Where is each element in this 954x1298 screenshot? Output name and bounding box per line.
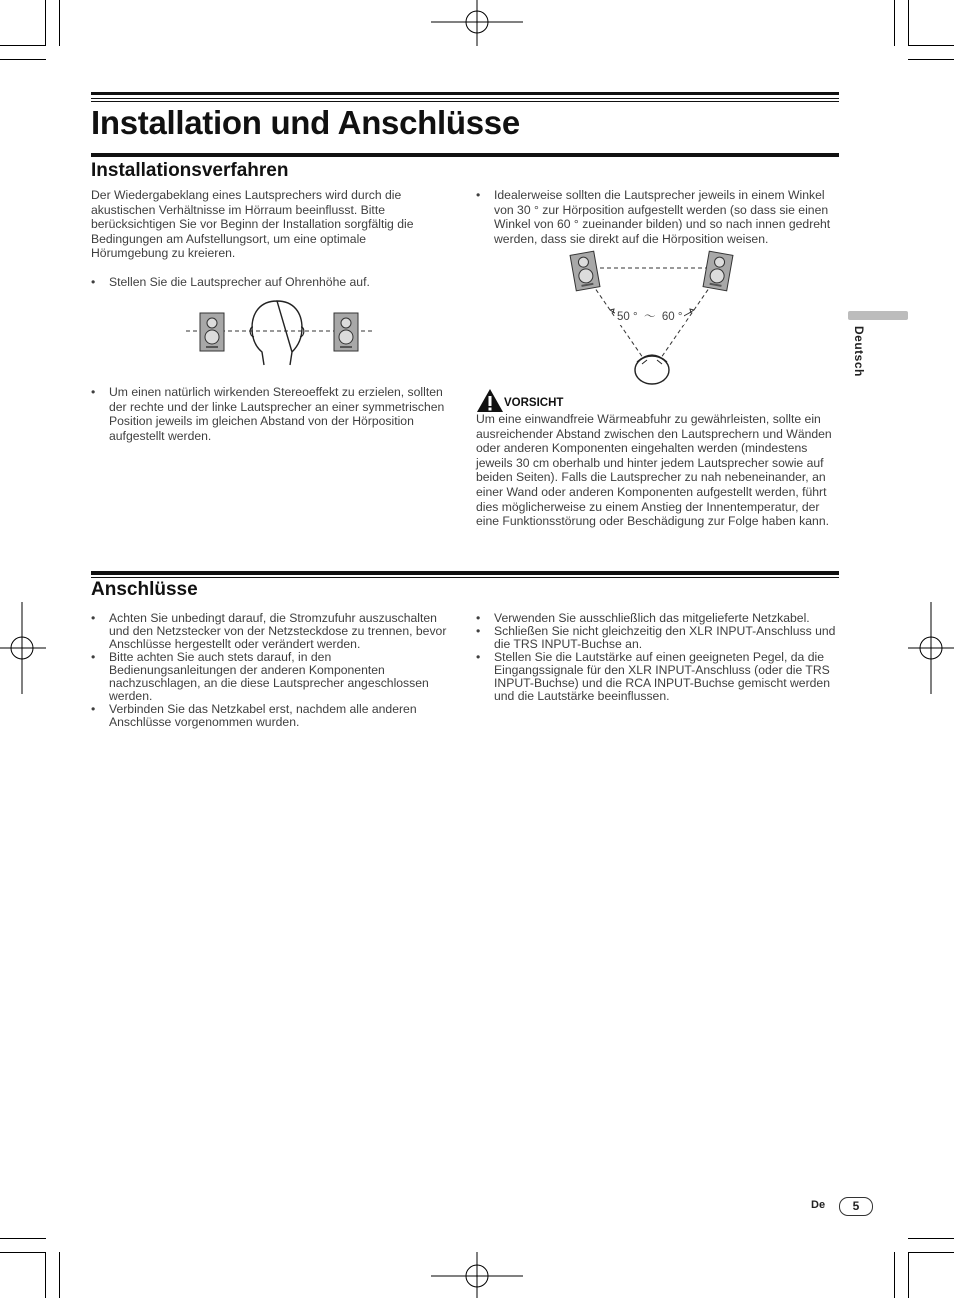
speaker-icon [200, 313, 224, 351]
speaker-icon [334, 313, 358, 351]
crop-mark [908, 59, 954, 60]
head-top-icon [635, 355, 669, 384]
section-rule [91, 577, 839, 578]
list-item: • Stellen Sie die Lautstärke auf einen geeigneten Pegel, da die Eingangssignale für den XLR INPUT-Anschluss (oder die TRS INPUT-Buchse) und die RCA INPUT-Buchse gemischt werden und die Lautstärke beeinflussen. [476, 651, 840, 703]
caution-text: Um eine einwandfreie Wärmeabfuhr zu gewährleisten, sollte ein ausreichender Abstand zwischen den Lautsprechern und Wänden oder anderen Komponenten eingehalten werden (mindestens jeweils 30 cm oberhalb und hinter jedem Lautsprecher sowie auf beiden Seiten). Falls die Lautsprecher zu nah nebeneinander, an einer Wand oder anderen Komponenten aufgestellt werden, führt dies möglicherweise zu einem Anstieg der Innentemperatur, der eine Funktionsstörung oder Beschädigung zur Folge haben kann. [476, 412, 832, 529]
list-item: • Um einen natürlich wirkenden Stereoeffekt zu erzielen, sollten der rechte und der linke Lautsprecher an einer symmetrischen Position jeweils im gleichen Abstand von der Hörposition aufgestellt werden. [91, 385, 461, 443]
page-title: Installation und Anschlüsse [91, 104, 520, 141]
list-item: • Bitte achten Sie auch stets darauf, in den Bedienungsanleitungen der anderen Komponenten nachzuschlagen, an die diese Lautsprecher angeschlossen werden. [91, 651, 459, 703]
speaker-icon [570, 251, 600, 291]
list-item: • Schließen Sie nicht gleichzeitig den XLR INPUT-Anschluss und die TRS INPUT-Buchse an. [476, 625, 840, 651]
angle-label: 50 ° ～ 60 ° [617, 311, 683, 323]
list-item: • Achten Sie unbedingt darauf, die Stromzufuhr auszuschalten und den Netzstecker von der Netzsteckdose zu trennen, bevor Anschlüsse hergestellt oder verändert werden. [91, 612, 459, 651]
warning-icon [476, 388, 504, 413]
crop-mark [45, 1252, 46, 1298]
crop-mark [908, 45, 954, 46]
bullet-list [476, 188, 836, 246]
section-rule [91, 153, 839, 157]
crop-mark [0, 45, 46, 46]
crop-mark [908, 1238, 954, 1239]
crop-mark [45, 0, 46, 46]
bullet-list [476, 612, 840, 703]
bullet-list [91, 612, 459, 729]
crop-mark [908, 0, 909, 46]
registration-mark-icon [431, 0, 523, 46]
registration-mark-icon [431, 1252, 523, 1298]
page-number: 5 [839, 1197, 873, 1216]
list-item: • Verwenden Sie ausschließlich das mitgelieferte Netzkabel. [476, 612, 840, 625]
footer-language: De [811, 1199, 826, 1211]
section-title-connections: Anschlüsse [91, 579, 198, 600]
crop-mark [59, 1252, 60, 1298]
caution-title: VORSICHT [504, 397, 564, 409]
bullet-list [91, 275, 461, 290]
header-rule [91, 92, 839, 95]
crop-mark [59, 0, 60, 46]
list-item: • Stellen Sie die Lautsprecher auf Ohrenhöhe auf. [91, 275, 461, 290]
crop-mark [894, 0, 895, 46]
list-item: • Idealerweise sollten die Lautsprecher jeweils in einem Winkel von 30 ° zur Hörposition aufgestellt werden (so dass sie einen Winkel von 60 ° zueinander bilden) und so nach innen gedreht werden, dass sie direkt auf die Hörposition weisen. [476, 188, 836, 246]
list-item: • Verbinden Sie das Netzkabel erst, nachdem alle anderen Anschlüsse vorgenommen wurden. [91, 703, 459, 729]
header-rule [91, 101, 839, 102]
crop-mark [0, 1238, 46, 1239]
section-title-installation: Installationsverfahren [91, 160, 289, 181]
section-rule [91, 571, 839, 575]
ear-level-diagram [180, 295, 380, 370]
crop-mark [0, 1252, 46, 1253]
language-label: Deutsch [852, 326, 866, 377]
head-icon [250, 301, 304, 365]
crop-mark [894, 1252, 895, 1298]
crop-mark [908, 1252, 954, 1253]
installation-intro: Der Wiedergabeklang eines Lautsprechers wird durch die akustischen Verhältnisse im Hörraum beeinflusst. Bitte berücksichtigen Sie vor Beginn der Installation sorgfältig die Bedingungen am Aufstellungsort, um eine optimale Hörumgebung zu kreieren. [91, 188, 414, 261]
header-rule [91, 98, 839, 99]
language-tab [848, 311, 908, 320]
bullet-list [91, 385, 461, 443]
registration-mark-icon [908, 602, 954, 694]
speaker-icon [703, 251, 733, 291]
registration-mark-icon [0, 602, 46, 694]
crop-mark [0, 59, 46, 60]
crop-mark [908, 1252, 909, 1298]
